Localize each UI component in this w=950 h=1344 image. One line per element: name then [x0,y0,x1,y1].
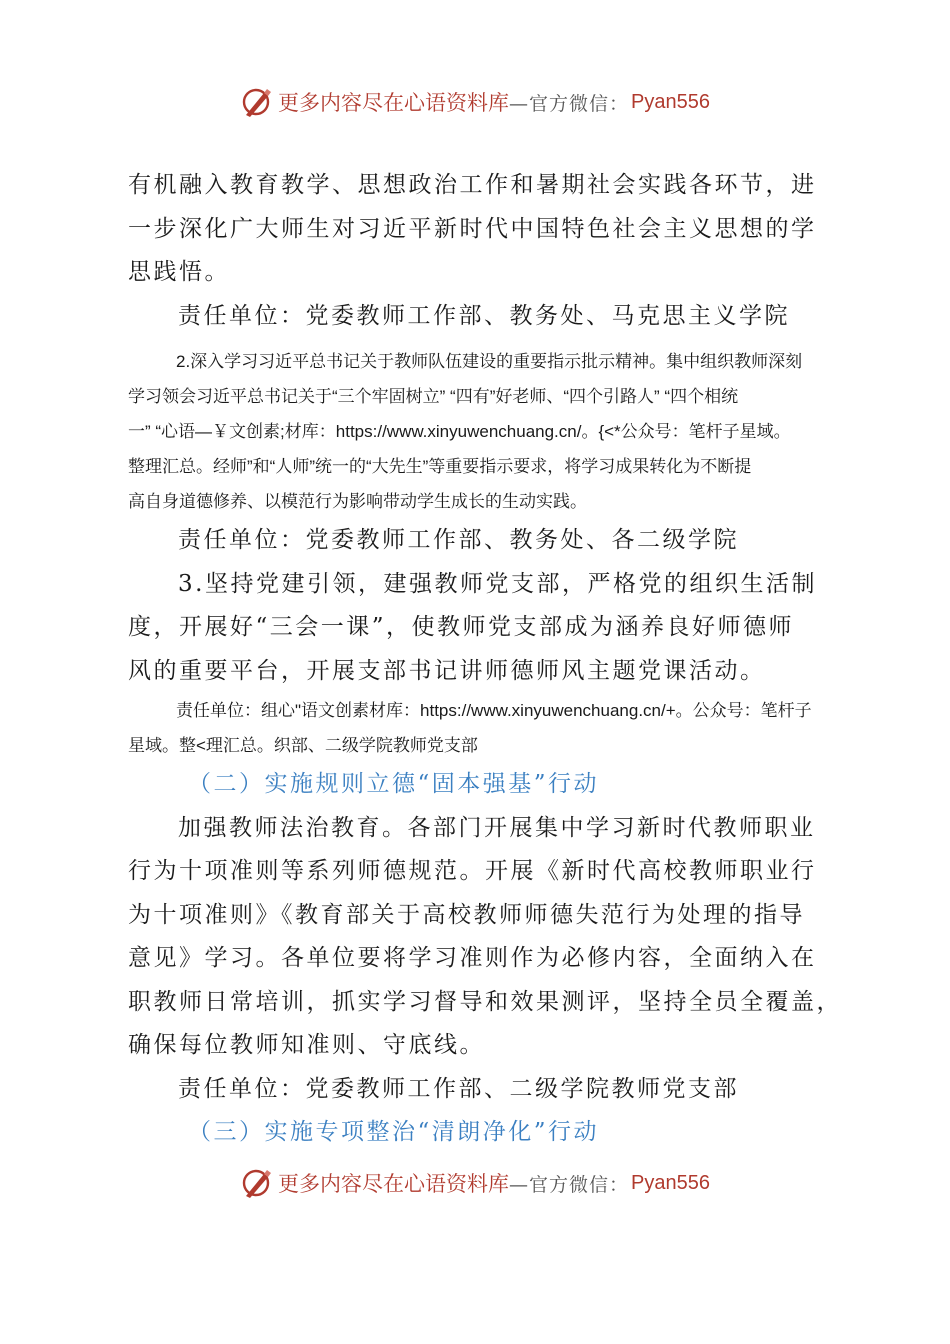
paragraph4-line: 意见》学习。各单位要将学习准则作为必修内容，全面纳入在 [128,945,817,971]
item3-line: 度，开展好“三会一课”，使教师党支部成为涵养良好师德师 [128,614,795,640]
pen-logo-icon [240,1166,274,1200]
item2-line: 一” “心语—￥文创素;材库：https://www.xinyuwenchuang.cn/。{<*公众号：笔杆子星域。 [128,422,791,441]
paragraph1-line: 一步深化广大师生对习近平新时代中国特色社会主义思想的学 [128,215,817,242]
pen-logo-icon [240,85,274,119]
banner-main-text: 更多内容尽在心语资料库 [278,91,509,115]
banner-main-text: 更多内容尽在心语资料库 [278,1172,509,1196]
paragraph4-line: 确保每位教师知准则、守底线。 [128,1032,485,1058]
item2-line: 2.深入学习习近平总书记关于教师队伍建设的重要指示批示精神。集中组织教师深刻 [176,352,803,371]
section-heading-2: （二）实施规则立德“固本强基”行动 [188,771,600,797]
banner-sub-text: —官方微信： [509,92,630,115]
responsibility-unit-3-line: 责任单位：组心"语文创素材库：https://www.xinyuwenchuang.cn/+。公众号：笔杆子 [176,701,812,720]
item2-line: 整理汇总。经师”和“人师”统一的“大先生”等重要指示要求，将学习成果转化为不断提 [128,457,752,476]
item2-line: 学习领会习近平总书记关于“三个牢固树立” “四有”好老师、“四个引路人” “四个相统 [128,387,739,406]
footer-watermark-banner [0,1163,950,1203]
banner-sub-text: —官方微信： [509,1173,630,1196]
item2-line: 高自身道德修养、以模范行为影响带动学生成长的生动实践。 [128,492,587,511]
banner-wechat-id: Pyan556 [631,1171,710,1194]
paragraph4-line: 行为十项准则等系列师德规范。开展《新时代高校教师职业行 [128,858,817,884]
item3-line: 风的重要平台，开展支部书记讲师德师风主题党课活动。 [128,657,766,684]
paragraph1-line: 有机融入教育教学、思想政治工作和暑期社会实践各环节，进 [128,172,817,198]
responsibility-unit-3-line: 星域。整<理汇总。织部、二级学院教师党支部 [128,736,478,755]
paragraph1-line: 思践悟。 [128,259,230,285]
responsibility-unit-4: 责任单位：党委教师工作部、二级学院教师党支部 [178,1075,739,1102]
header-watermark-banner [0,82,950,122]
paragraph4-line: 为十项准则》《教育部关于高校教师师德失范行为处理的指导 [128,901,805,928]
paragraph4-line: 职教师日常培训，抓实学习督导和效果测评，坚持全员全覆盖， [128,988,842,1015]
responsibility-unit-1: 责任单位：党委教师工作部、教务处、马克思主义学院 [178,302,790,329]
item3-line: 3.坚持党建引领，建强教师党支部，严格党的组织生活制 [178,570,817,597]
responsibility-unit-2: 责任单位：党委教师工作部、教务处、各二级学院 [178,527,739,553]
section-heading-3: （三）实施专项整治“清朗净化”行动 [188,1119,600,1145]
banner-wechat-id: Pyan556 [631,90,710,113]
paragraph4-line: 加强教师法治教育。各部门开展集中学习新时代教师职业 [178,814,816,841]
document-body [128,164,842,1155]
